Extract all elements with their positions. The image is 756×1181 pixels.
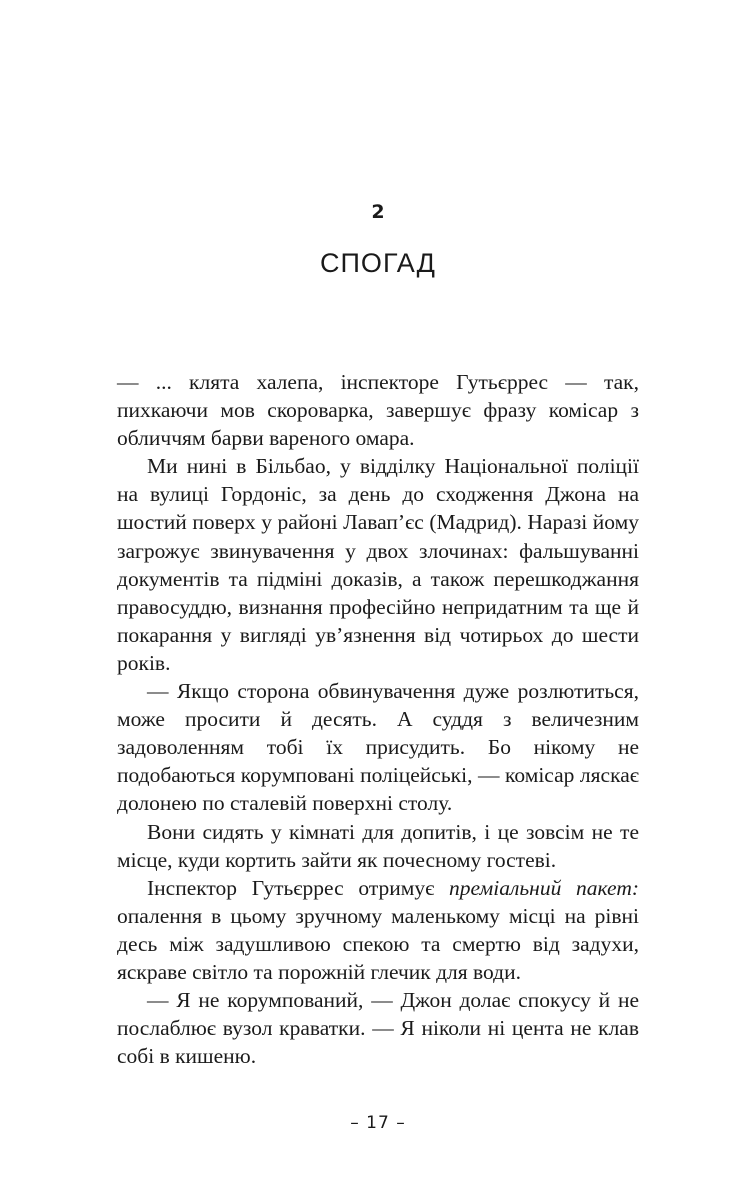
paragraph: Вони сидять у кімнаті для допитів, і це зовсім не те місце, куди кортить зайти як почесному гостеві. [117, 819, 639, 872]
paragraph: Ми нині в Більбао, у відділку Національної поліції на вулиці Гордоніс, за день до сходження Джона на шостий поверх у районі Лавап’єс (Мадрид). Наразі йому загрожує звинувачення у двох злочинах: фальшуванні документів та підміні доказів, а також перешкоджання правосуддю, визнання професійно непридатним та ще й покарання у вигляді ув’язнення від чотирьох до шести років. [117, 454, 639, 675]
chapter-title: СПОГАД [320, 248, 436, 278]
paragraph: — ... клята халепа, інспекторе Гутьєррес — так, пихкаючи мов скороварка, завершує фразу комісар з обличчям барви вареного омара. [117, 370, 639, 451]
paragraph: — Якщо сторона обвинувачення дуже розлютиться, може просити й десять. А суддя з величезним задоволенням тобі їх присудить. Бо нікому не подобаються корумповані поліцейські, — комісар ляскає долонею по сталевій поверхні столу. [117, 679, 639, 816]
paragraph-text: опалення в цьому зручному маленькому місці на рівні десь між задушливою спекою та смертю від задухи, яскраве світло та порожній глечик для води. [117, 903, 639, 984]
emphasized-term: преміальний пакет: [449, 875, 640, 900]
paragraph [117, 874, 639, 986]
paragraph: — Я не корумпований, — Джон долає спокусу й не послаблює вузол краватки. — Я ніколи ні цента не клав собі в кишеню. [117, 988, 639, 1069]
body-text [117, 368, 639, 1070]
paragraph-text: Інспектор Гутьєррес отримує [147, 875, 450, 900]
chapter-number: 2 [371, 201, 385, 223]
page-number: – 17 – [350, 1113, 406, 1133]
